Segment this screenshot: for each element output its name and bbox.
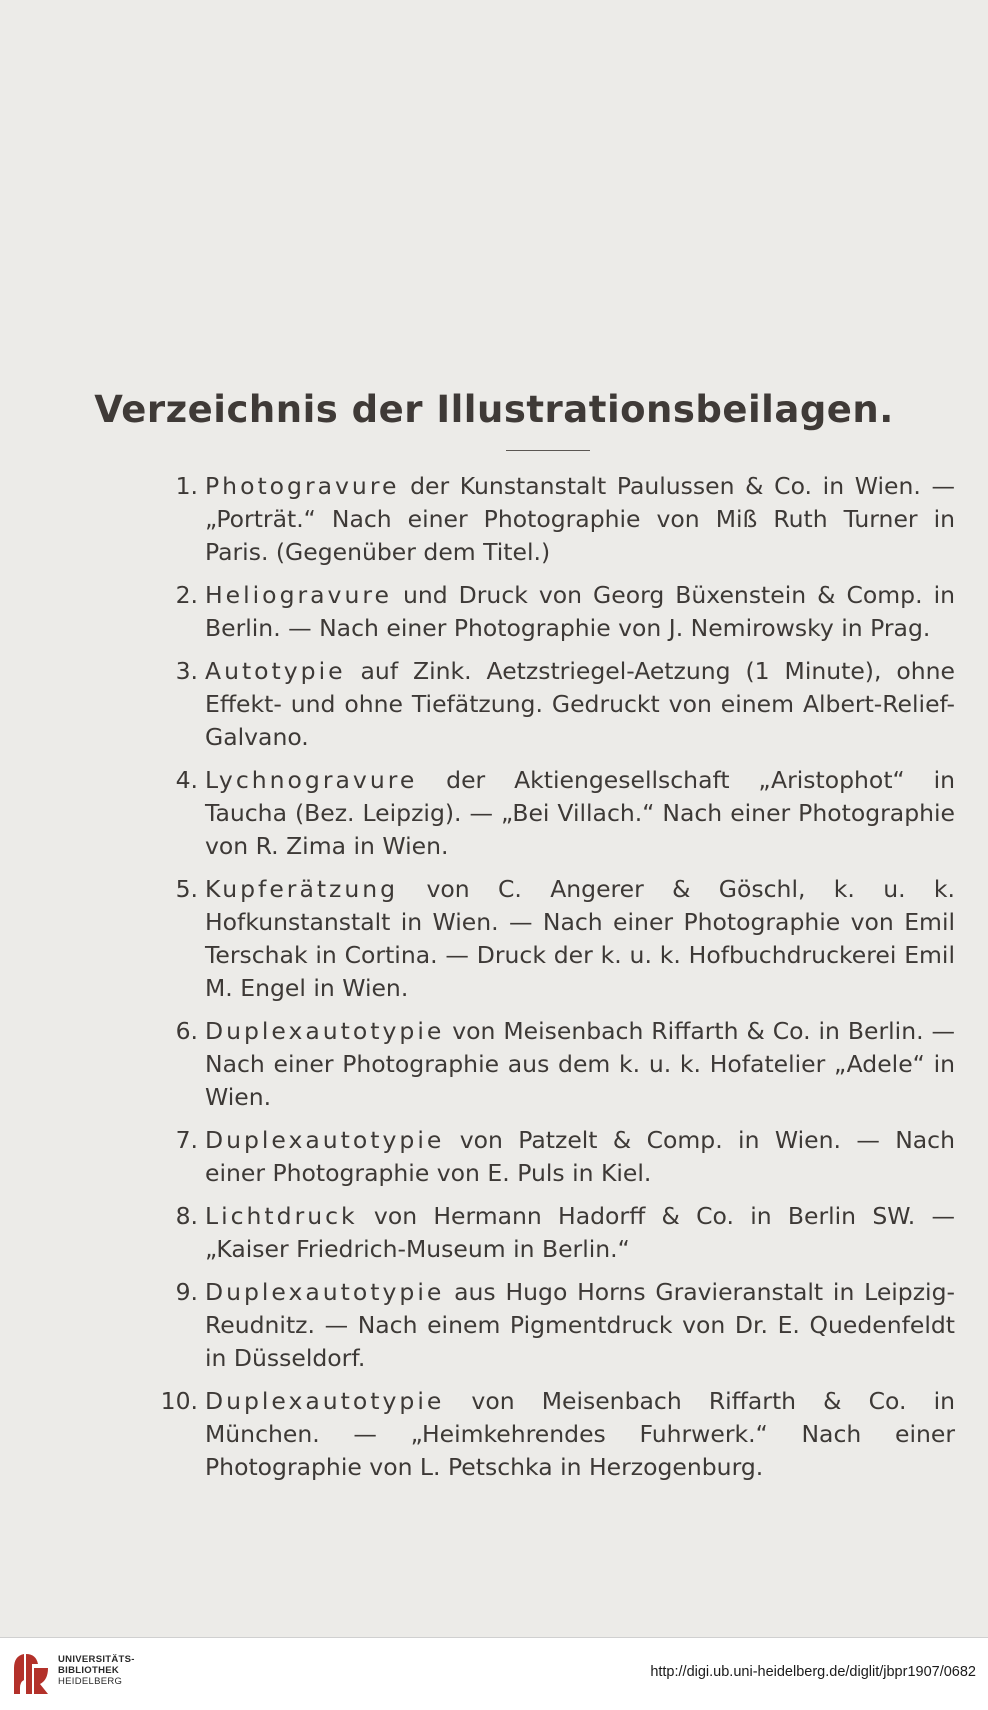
list-item-text: von Hermann Hadorff & Co. in Berlin SW. — „Kaiser Friedrich-Museum in Berlin.“ [205,1202,955,1263]
list-item [150,1200,955,1266]
list-item-number: 5. [175,875,198,903]
library-name-line: BIBLIOTHEK [58,1665,120,1676]
list-item-text: von C. Angerer & Göschl, k. u. k. Hofkunstanstalt in Wien. — Nach einer Photographie von Emil Terschak in Cortina. — Druck der k. u. k. Hofbuchdruckerei Emil M. Engel in Wien. [205,875,955,1002]
list-item-process: Kupferätzung [205,875,399,903]
list-item-text: der Aktiengesellschaft „Aristophot“ in Taucha (Bez. Leipzig). — „Bei Villach.“ Nach einer Photographie von R. Zima in Wien. [205,766,955,860]
page-title: Verzeichnis der Illustrationsbeilagen. [94,388,894,431]
list-item [150,873,955,1005]
heidelberg-library-logo-icon [10,1650,52,1698]
list-item-process: Duplexautotypie [205,1017,445,1045]
list-item-number: 9. [175,1278,198,1306]
list-item-process: Duplexautotypie [205,1278,445,1306]
list-item [150,1124,955,1190]
footer-bar [0,1637,988,1710]
list-item-process: Duplexautotypie [205,1387,445,1415]
permalink-url[interactable]: http://digi.ub.uni-heidelberg.de/diglit/jbpr1907/0682 [650,1664,976,1680]
list-item-text: auf Zink. Aetzstriegel-Aetzung (1 Minute), ohne Effekt- und ohne Tiefätzung. Gedruckt von einem Albert-Relief-Galvano. [205,657,955,751]
list-item-process: Autotypie [205,657,346,685]
list-item-text: von Meisenbach Riffarth & Co. in München. — „Heimkehrendes Fuhrwerk.“ Nach einer Photographie von L. Petschka in Herzogenburg. [205,1387,955,1481]
list-item-text: der Kunstanstalt Paulussen & Co. in Wien. — „Porträt.“ Nach einer Photographie von Miß Ruth Turner in Paris. (Gegenüber dem Titel.) [205,472,955,566]
list-item-number: 4. [175,766,198,794]
list-item [150,470,955,569]
library-name [58,1654,135,1687]
list-item [150,579,955,645]
list-item-process: Duplexautotypie [205,1126,445,1154]
list-item-process: Photogravure [205,472,400,500]
list-item-process: Lichtdruck [205,1202,358,1230]
list-item [150,655,955,754]
library-name-line: HEIDELBERG [58,1676,123,1687]
list-item [150,764,955,863]
list-item-number: 10. [160,1387,198,1415]
list-item [150,1276,955,1375]
illustration-list [150,470,955,1494]
list-item-number: 2. [175,581,198,609]
list-item-number: 1. [175,472,198,500]
list-item-process: Heliogravure [205,581,392,609]
list-item [150,1015,955,1114]
list-item-number: 7. [175,1126,198,1154]
list-item-number: 6. [175,1017,198,1045]
title-divider [506,450,590,451]
list-item-number: 3. [175,657,198,685]
library-name-line: UNIVERSITÄTS- [58,1654,135,1665]
list-item-text: aus Hugo Horns Gravieranstalt in Leipzig-Reudnitz. — Nach einem Pigmentdruck von Dr. E. Quedenfeldt in Düsseldorf. [205,1278,955,1372]
list-item-text: von Meisenbach Riffarth & Co. in Berlin. — Nach einer Photographie aus dem k. u. k. Hofatelier „Adele“ in Wien. [205,1017,955,1111]
list-item [150,1385,955,1484]
list-item-process: Lychnogravure [205,766,418,794]
list-item-number: 8. [175,1202,198,1230]
list-item-text: und Druck von Georg Büxenstein & Comp. in Berlin. — Nach einer Photographie von J. Nemirowsky in Prag. [205,581,955,642]
list-item-text: von Patzelt & Comp. in Wien. — Nach einer Photographie von E. Puls in Kiel. [205,1126,955,1187]
